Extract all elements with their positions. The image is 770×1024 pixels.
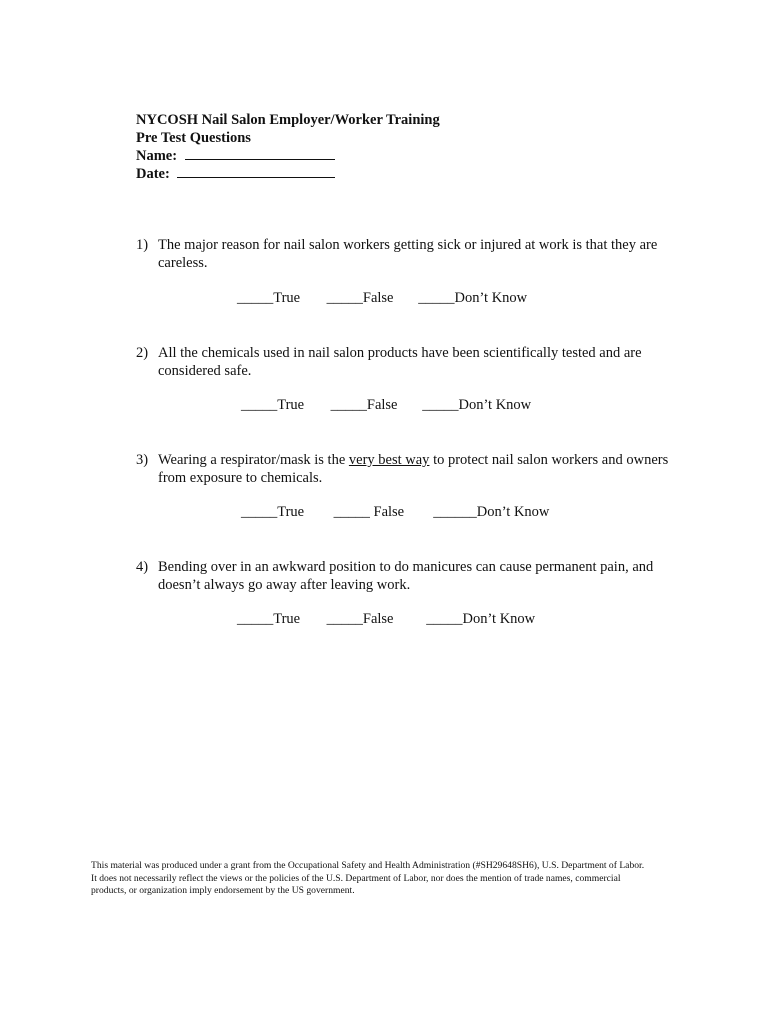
- option-dont-know[interactable]: _____Don’t Know: [418, 290, 528, 306]
- disclaimer-line-1: This material was produced under a grant from the Occupational Safety and Health Administration (#SH29648SH6), U.S. Department of Labor.: [91, 860, 645, 871]
- answer-options-3: [241, 504, 549, 521]
- option-false[interactable]: _____False: [326, 611, 394, 627]
- question-4: [136, 558, 696, 594]
- form-header: [136, 111, 440, 183]
- option-true[interactable]: _____True: [237, 290, 301, 306]
- question-text: The major reason for nail salon workers getting sick or injured at work is that they are careless.: [158, 237, 658, 271]
- question-text: All the chemicals used in nail salon products have been scientifically tested and are considered safe.: [158, 345, 642, 379]
- option-false[interactable]: _____False: [330, 397, 398, 413]
- question-number: 1): [136, 237, 149, 253]
- option-dont-know[interactable]: ______Don’t Know: [433, 504, 550, 520]
- name-row: [136, 147, 440, 165]
- date-field[interactable]: [177, 165, 335, 178]
- answer-options-1: [237, 290, 527, 307]
- option-false[interactable]: _____ False: [333, 504, 405, 520]
- answer-options-4: [237, 611, 535, 628]
- option-true[interactable]: _____True: [241, 504, 305, 520]
- grant-disclaimer: [91, 860, 691, 898]
- document-title: NYCOSH Nail Salon Employer/Worker Training: [136, 112, 440, 128]
- answer-options-2: [241, 397, 531, 414]
- question-text: Bending over in an awkward position to do manicures can cause permanent pain, and doesn’t always go away after leaving work.: [158, 559, 654, 593]
- question-text-start: Wearing a respirator/mask is the: [158, 452, 349, 468]
- question-text-end: to protect nail salon workers and owners from exposure to chemicals.: [158, 452, 669, 486]
- question-text: [158, 451, 696, 487]
- option-true[interactable]: _____True: [237, 611, 301, 627]
- name-field[interactable]: [185, 147, 335, 160]
- question-3: [136, 451, 696, 487]
- question-2: [136, 344, 696, 380]
- name-label: Name:: [136, 148, 178, 164]
- option-true[interactable]: _____True: [241, 397, 305, 413]
- disclaimer-line-2: It does not necessarily reflect the views or the policies of the U.S. Department of Labor, nor does the mention of trade names, commercial: [91, 872, 621, 884]
- document-subtitle: Pre Test Questions: [136, 130, 251, 146]
- emphasized-phrase: very best way: [348, 452, 430, 468]
- date-row: [136, 165, 440, 183]
- question-number: 4): [136, 559, 149, 575]
- question-number: 2): [136, 345, 149, 361]
- option-dont-know[interactable]: _____Don’t Know: [426, 611, 536, 627]
- option-dont-know[interactable]: _____Don’t Know: [422, 397, 532, 413]
- question-1: [136, 236, 696, 272]
- disclaimer-line-3: products, or organization imply endorsement by the US government.: [91, 885, 355, 896]
- date-label: Date:: [136, 166, 170, 182]
- option-false[interactable]: _____False: [326, 290, 394, 306]
- question-number: 3): [136, 452, 149, 468]
